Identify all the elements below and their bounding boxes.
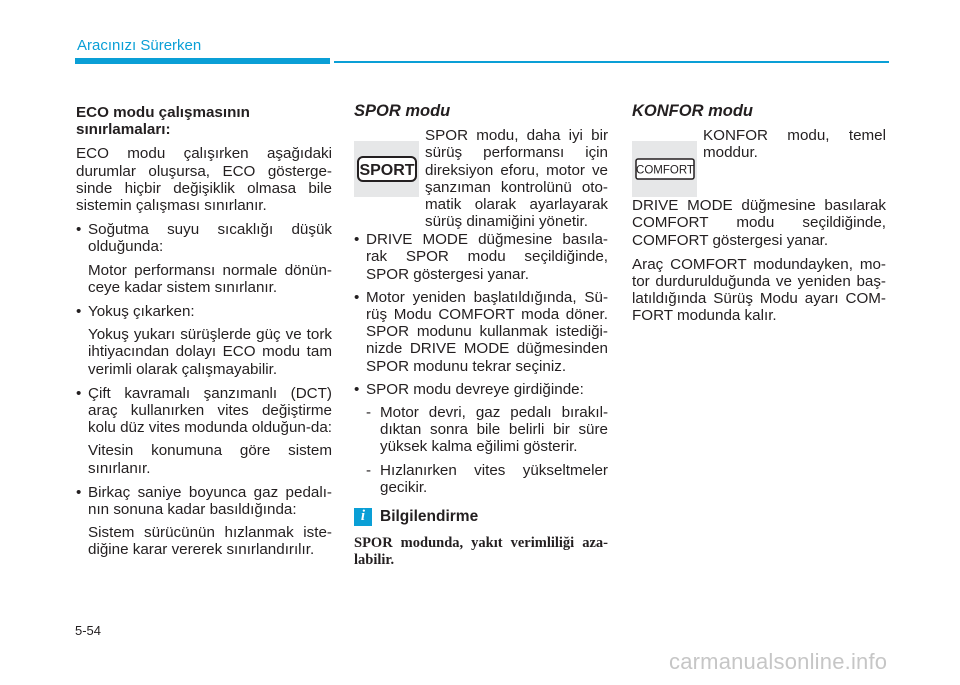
list-item-detail: Sistem sürücünün hızlanmak iste-diğine karar vererek sınırlandırılır. — [88, 524, 332, 559]
list-item: • Soğutma suyu sıcaklığı düşük olduğunda: — [76, 221, 332, 256]
list-item-detail: Yokuş yukarı sürüşlerde güç ve tork ihtiyacından dolayı ECO modu tam verimli olarak çalışmayabilir. — [88, 326, 332, 378]
comfort-badge-row — [632, 127, 886, 183]
eco-limits-intro: ECO modu çalışırken aşağıdaki durumlar oluşursa, ECO gösterge-sinde hiçbir değişiklik olmasa bile sistemin çalışması sınırlanır. — [76, 145, 332, 215]
header-rule-thick — [75, 58, 330, 64]
list-item-detail: Motor performansı normale dönün-ceye kadar sistem sınırlanır. — [88, 261, 332, 296]
list-item: • Birkaç saniye boyunca gaz pedalı-nın sonuna kadar basıldığında: — [76, 483, 332, 519]
list-item: • Motor yeniden başlatıldığında, Sü-rüş Modu COMFORT moda döner. SPOR modunu kullanmak istediği-nizde DRIVE MODE düğmesinden SPOR modunu tekrar seçiniz. — [354, 288, 608, 375]
list-subitem: - Motor devri, gaz pedalı bırakıl-dıktan sonra bile belirli bir süre yüksek kalma eğilimi gösterir. — [366, 404, 608, 456]
list-item: • Yokuş çıkarken: — [76, 303, 195, 321]
column-sport-mode — [354, 103, 608, 569]
column-eco-limits — [76, 104, 332, 566]
section-title: Aracınızı Sürerken — [77, 37, 202, 54]
sport-badge-icon — [354, 141, 419, 197]
comfort-mode-heading: KONFOR modu — [632, 102, 753, 120]
sport-mode-heading: SPOR modu — [354, 102, 451, 120]
watermark: carmanualsonline.info — [669, 649, 888, 674]
header-rule-thin — [334, 61, 889, 63]
comfort-para-1: DRIVE MODE düğmesine basılarak COMFORT modu seçildiğinde, COMFORT göstergesi yanar. — [632, 197, 886, 249]
eco-limits-heading: ECO modu çalışmasının sınırlamaları: — [76, 104, 250, 139]
comfort-para-2: Araç COMFORT modundayken, mo-tor durdurulduğunda ve yeniden baş-latıldığında Sürüş Modu ayarı COM-FORT modunda kalır. — [632, 255, 886, 325]
list-item: • Çift kavramalı şanzımanlı (DCT) araç kullanırken vites değiştirme kolu düz vites modunda olduğun-da: — [76, 384, 333, 437]
list-item-detail: Vitesin konumuna göre sistem sınırlanır. — [88, 442, 332, 477]
page-number: 5-54 — [75, 623, 102, 638]
comfort-mode-description: KONFOR modu, temel moddur. — [703, 127, 886, 162]
list-subitem: - Hızlanırken vites yükseltmeler gecikir. — [366, 461, 608, 496]
list-item: • DRIVE MODE düğmesine basıla-rak SPOR modu seçildiğinde, SPOR göstergesi yanar. — [354, 231, 608, 283]
info-title: Bilgilendirme — [380, 508, 479, 526]
column-comfort-mode — [632, 103, 886, 332]
sport-badge-row — [354, 127, 608, 231]
sport-badge-label: SPORT — [358, 162, 415, 180]
info-heading — [354, 508, 608, 526]
info-icon: i — [354, 508, 372, 526]
list-item: • SPOR modu devreye girdiğinde: — [354, 380, 584, 398]
sport-mode-description: SPOR modu, daha iyi bir sürüş performansı için direksiyon eforu, motor ve şanzıman kontrolünü oto-matik olarak ayarlayarak sürüş dinamiğini yönetir. — [425, 127, 608, 231]
info-body: SPOR modunda, yakıt verimliliği aza-labilir. — [354, 535, 608, 569]
comfort-badge-icon — [632, 141, 697, 197]
comfort-badge-label: COMFORT — [635, 164, 694, 177]
